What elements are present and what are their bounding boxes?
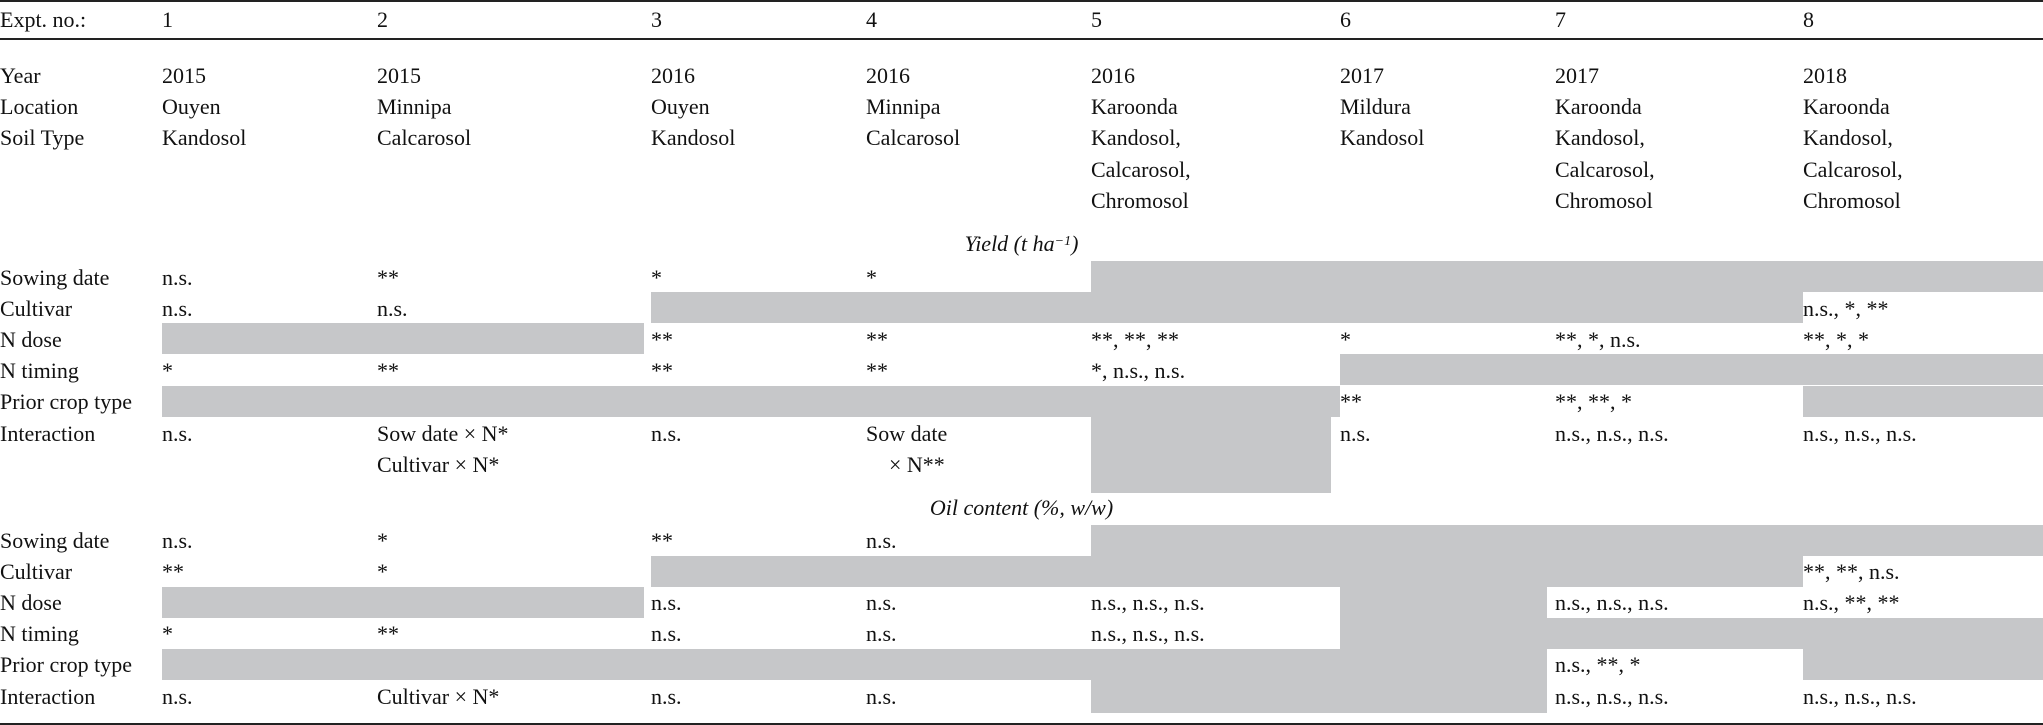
yield-sowing-date-label: Sowing date — [0, 265, 110, 290]
yield-cell: Cultivar × N* — [377, 452, 500, 477]
yield-cultivar-label: Cultivar — [0, 296, 73, 321]
location-value: Ouyen — [162, 94, 221, 119]
oil-cell: ** — [377, 621, 399, 646]
year-label: Year — [0, 63, 41, 88]
not-applicable-block — [1091, 525, 2043, 556]
year-value: 2015 — [162, 63, 206, 88]
oil-cell: n.s. — [651, 621, 682, 646]
expt-number: 6 — [1340, 7, 1351, 32]
soil-type-value: Calcarosol, — [1091, 157, 1191, 182]
yield-cell: ** — [651, 358, 673, 383]
oil-cell: n.s. — [162, 684, 193, 709]
oil-cell: n.s., n.s., n.s. — [1555, 590, 1669, 615]
yield-cell: × N** — [889, 452, 945, 477]
location-value: Karoonda — [1555, 94, 1642, 119]
not-applicable-block — [1091, 680, 1547, 713]
location-value: Mildura — [1340, 94, 1411, 119]
yield-cell: ** — [651, 327, 673, 352]
soil-type-value: Calcarosol — [377, 125, 472, 150]
yield-section-title — [0, 228, 2043, 260]
oil-cell: * — [162, 621, 173, 646]
yield-title-exponent: −1 — [1054, 234, 1072, 249]
oil-prior-crop-label: Prior crop type — [0, 652, 132, 677]
oil-cell: n.s., **, ** — [1803, 590, 1900, 615]
yield-cell: Sow date — [866, 421, 948, 446]
soil-type-value: Kandosol, — [1555, 125, 1645, 150]
year-value: 2016 — [866, 63, 910, 88]
not-applicable-block — [1340, 618, 2043, 649]
yield-n-timing-label: N timing — [0, 358, 79, 383]
yield-cell: n.s., n.s., n.s. — [1803, 421, 1917, 446]
yield-n-dose-label: N dose — [0, 327, 62, 352]
oil-cell: n.s. — [866, 621, 897, 646]
soil-type-value: Chromosol — [1091, 188, 1189, 213]
oil-cell: n.s., n.s., n.s. — [1555, 684, 1669, 709]
yield-cell: n.s., n.s., n.s. — [1555, 421, 1669, 446]
oil-cell: Cultivar × N* — [377, 684, 500, 709]
year-value: 2018 — [1803, 63, 1847, 88]
oil-cell: n.s., n.s., n.s. — [1803, 684, 1917, 709]
yield-cell: **, *, n.s. — [1555, 327, 1641, 352]
location-value: Minnipa — [377, 94, 452, 119]
yield-prior-crop-label: Prior crop type — [0, 389, 132, 414]
oil-interaction-label: Interaction — [0, 684, 96, 709]
yield-cell: * — [651, 265, 662, 290]
oil-cell: n.s. — [651, 684, 682, 709]
soil-type-value: Kandosol, — [1091, 125, 1181, 150]
not-applicable-block — [162, 323, 644, 354]
yield-cell: n.s. — [377, 296, 408, 321]
expt-number: 5 — [1091, 7, 1102, 32]
location-value: Karoonda — [1803, 94, 1890, 119]
yield-cell: * — [1340, 327, 1351, 352]
soil-type-value: Calcarosol, — [1803, 157, 1903, 182]
oil-cell: n.s., n.s., n.s. — [1091, 590, 1205, 615]
soil-type-value: Calcarosol — [866, 125, 961, 150]
yield-cell: n.s. — [651, 421, 682, 446]
not-applicable-block — [651, 556, 1803, 587]
yield-cell: Sow date × N* — [377, 421, 509, 446]
yield-cell: n.s. — [162, 265, 193, 290]
location-value: Minnipa — [866, 94, 941, 119]
oil-cell: ** — [162, 559, 184, 584]
yield-title-close: ) — [1071, 231, 1079, 256]
not-applicable-block — [1091, 417, 1331, 493]
expt-no-label: Expt. no.: — [0, 7, 87, 32]
oil-cultivar-label: Cultivar — [0, 559, 73, 584]
not-applicable-block — [1803, 649, 2043, 680]
yield-interaction-label: Interaction — [0, 421, 96, 446]
year-value: 2016 — [651, 63, 695, 88]
yield-cell: **, **, * — [1555, 389, 1632, 414]
yield-cell: n.s. — [1340, 421, 1371, 446]
expt-number: 2 — [377, 7, 388, 32]
expt-number: 3 — [651, 7, 662, 32]
oil-cell: n.s. — [866, 684, 897, 709]
expt-number: 1 — [162, 7, 173, 32]
expt-number: 4 — [866, 7, 877, 32]
not-applicable-block — [162, 587, 644, 618]
year-value: 2016 — [1091, 63, 1135, 88]
yield-cell: n.s., *, ** — [1803, 296, 1889, 321]
oil-cell: n.s. — [866, 590, 897, 615]
not-applicable-block — [1340, 587, 1547, 618]
oil-cell: n.s. — [866, 528, 897, 553]
yield-cell: * — [866, 265, 877, 290]
oil-n-timing-label: N timing — [0, 621, 79, 646]
oil-cell: ** — [651, 528, 673, 553]
not-applicable-block — [1091, 261, 2043, 292]
yield-cell: ** — [866, 327, 888, 352]
oil-cell: * — [377, 559, 388, 584]
year-value: 2015 — [377, 63, 421, 88]
soil-type-label: Soil Type — [0, 125, 85, 150]
year-value: 2017 — [1340, 63, 1384, 88]
yield-cell: **, **, ** — [1091, 327, 1179, 352]
soil-type-value: Calcarosol, — [1555, 157, 1655, 182]
oil-cell: n.s., n.s., n.s. — [1091, 621, 1205, 646]
not-applicable-block — [162, 649, 1547, 680]
not-applicable-block — [162, 386, 1340, 417]
oil-cell: * — [377, 528, 388, 553]
soil-type-value: Kandosol — [651, 125, 736, 150]
location-label: Location — [0, 94, 79, 119]
year-value: 2017 — [1555, 63, 1599, 88]
not-applicable-block — [1803, 386, 2043, 417]
yield-cell: ** — [866, 358, 888, 383]
not-applicable-block — [651, 292, 1803, 323]
soil-type-value: Kandosol, — [1803, 125, 1893, 150]
oil-cell: n.s., **, * — [1555, 652, 1641, 677]
location-value: Karoonda — [1091, 94, 1178, 119]
yield-cell: n.s. — [162, 296, 193, 321]
yield-cell: **, *, * — [1803, 327, 1869, 352]
soil-type-value: Chromosol — [1555, 188, 1653, 213]
soil-type-value: Kandosol — [162, 125, 247, 150]
soil-type-value: Chromosol — [1803, 188, 1901, 213]
yield-cell: ** — [1340, 389, 1362, 414]
expt-number: 7 — [1555, 7, 1566, 32]
expt-number: 8 — [1803, 7, 1814, 32]
oil-cell: **, **, n.s. — [1803, 559, 1900, 584]
oil-sowing-date-label: Sowing date — [0, 528, 110, 553]
location-value: Ouyen — [651, 94, 710, 119]
not-applicable-block — [1340, 354, 2043, 385]
header-rule — [0, 38, 2043, 40]
yield-cell: * — [162, 358, 173, 383]
yield-cell: n.s. — [162, 421, 193, 446]
yield-cell: ** — [377, 265, 399, 290]
oil-section-title: Oil content (%, w/w) — [929, 495, 1114, 520]
oil-n-dose-label: N dose — [0, 590, 62, 615]
yield-cell: *, n.s., n.s. — [1091, 358, 1186, 383]
top-rule — [0, 0, 2043, 2]
yield-cell: ** — [377, 358, 399, 383]
oil-cell: n.s. — [651, 590, 682, 615]
yield-title-text: Yield (t ha — [964, 231, 1055, 256]
soil-type-value: Kandosol — [1340, 125, 1425, 150]
oil-cell: n.s. — [162, 528, 193, 553]
